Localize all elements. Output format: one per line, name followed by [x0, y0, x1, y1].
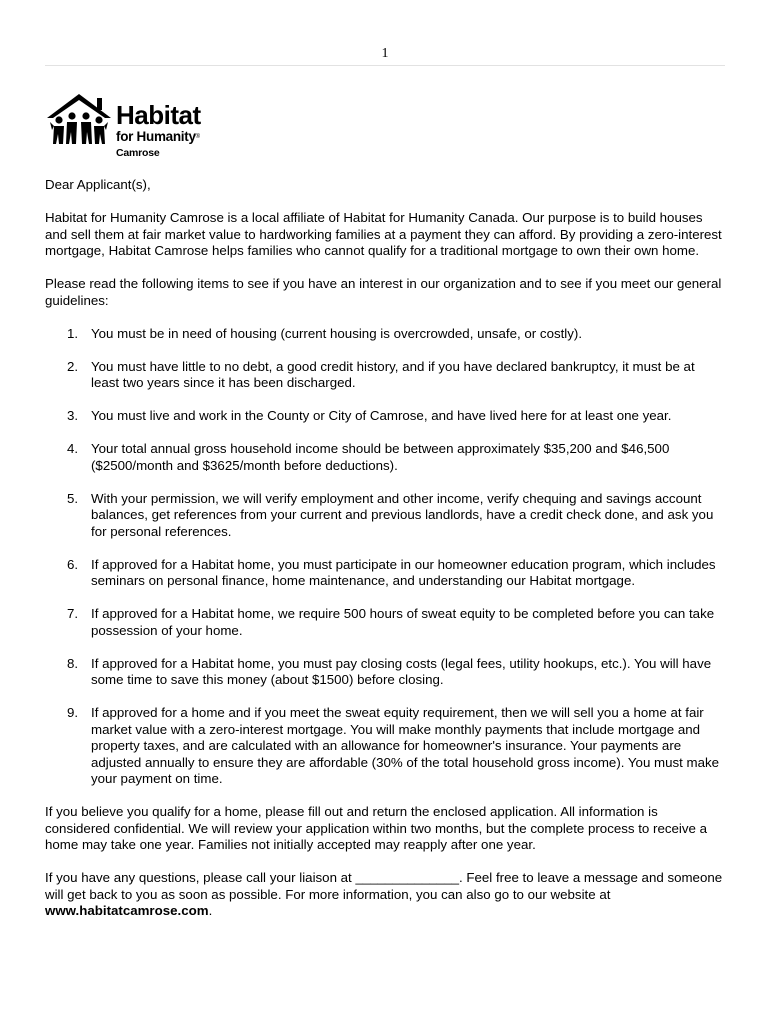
guideline-number: 1.	[67, 325, 79, 341]
guideline-text: You must live and work in the County or City of Camrose, and have lived here for at least one year.	[91, 408, 672, 423]
header-divider	[45, 65, 725, 66]
guideline-item	[45, 441, 725, 474]
guideline-item	[45, 656, 725, 689]
contact-paragraph	[45, 870, 725, 920]
logo-title: Habitat	[116, 100, 201, 130]
logo-subtitle-text: for Humanity	[116, 129, 196, 144]
guideline-item	[45, 606, 725, 639]
guideline-number: 5.	[67, 490, 79, 506]
habitat-logo	[45, 92, 220, 162]
guideline-text: Your total annual gross household income should be between approximately $35,200 and $46,500 ($2500/month and $3625/month before deductions).	[91, 441, 670, 473]
logo-location: Camrose	[116, 147, 160, 159]
guideline-text: You must be in need of housing (current housing is overcrowded, unsafe, or costly).	[91, 325, 583, 341]
guideline-text: With your permission, we will verify employment and other income, verify chequing and savings account balances, get references from your current and previous landlords, have a credit check done, and ask you for personal references.	[91, 490, 714, 539]
page-number: 1	[381, 46, 389, 61]
liaison-blank: ______________	[355, 870, 459, 885]
website-link[interactable]: www.habitatcamrose.com	[45, 903, 209, 918]
intro-paragraph: Habitat for Humanity Camrose is a local affiliate of Habitat for Humanity Canada. Our purpose is to build houses and sell them at fair market value to hardworking families at a payment they can afford. By providing a zero-interest mortgage, Habitat Camrose helps families who cannot qualify for a traditional mortgage to own their own home.	[45, 210, 722, 258]
guideline-item	[45, 705, 725, 788]
contact-text-2: . Feel free to leave a message and someone will get back to you as soon as possible. For more information, you can also go to our website at	[45, 870, 723, 902]
closing-paragraph: If you believe you qualify for a home, please fill out and return the enclosed application. All information is considered confidential. We will review your application within two months, but the complete process to receive a home may take one year. Families not initially accepted may reapply after one year.	[45, 804, 707, 852]
guideline-number: 4.	[67, 441, 79, 456]
guideline-number: 8.	[67, 655, 79, 671]
logo-subtitle	[116, 130, 200, 144]
guideline-text: If approved for a Habitat home, you must pay closing costs (legal fees, utility hookups, etc.). You will have some time to save this money (about $1500) before closing.	[91, 655, 712, 687]
guideline-text: You must have little to no debt, a good credit history, and if you have declared bankruptcy, it must be at least two years since it has been discharged.	[91, 358, 695, 390]
registered-mark: ®	[195, 134, 200, 140]
guideline-number: 9.	[67, 705, 79, 720]
guideline-item	[45, 557, 725, 590]
guideline-number: 3.	[67, 408, 79, 423]
guideline-item	[45, 408, 725, 425]
contact-end: .	[208, 903, 213, 918]
guideline-item	[45, 359, 725, 392]
guideline-item	[45, 491, 725, 541]
guideline-number: 7.	[67, 606, 79, 621]
guideline-text: If approved for a home and if you meet the sweat equity requirement, then we will sell you a home at fair market value with a zero-interest mortgage. You will make monthly payments that include mortgage and property taxes, and are calculated with an allowance for homeowner's insurance. Your payments are adjusted annually to ensure they are affordable (30% of the total household gross income). You must make your payment on time.	[91, 705, 720, 786]
contact-text-1: If you have any questions, please call your liaison at	[45, 870, 356, 885]
habitat-house-people-icon	[45, 92, 113, 148]
guideline-text: If approved for a Habitat home, we require 500 hours of sweat equity to be completed before you can take possession of your home.	[91, 606, 715, 638]
guidelines-intro: Please read the following items to see if you have an interest in our organization and to see if you meet our general guidelines:	[45, 276, 722, 308]
guideline-number: 6.	[67, 556, 79, 572]
greeting: Dear Applicant(s),	[45, 177, 151, 192]
guideline-text: If approved for a Habitat home, you must participate in our homeowner education program, which includes seminars on personal finance, home maintenance, and understanding our Habitat mortgage.	[91, 556, 716, 588]
guideline-number: 2.	[67, 358, 79, 374]
letter-body	[45, 177, 725, 936]
guideline-item	[45, 326, 725, 343]
guidelines-list	[45, 326, 725, 788]
